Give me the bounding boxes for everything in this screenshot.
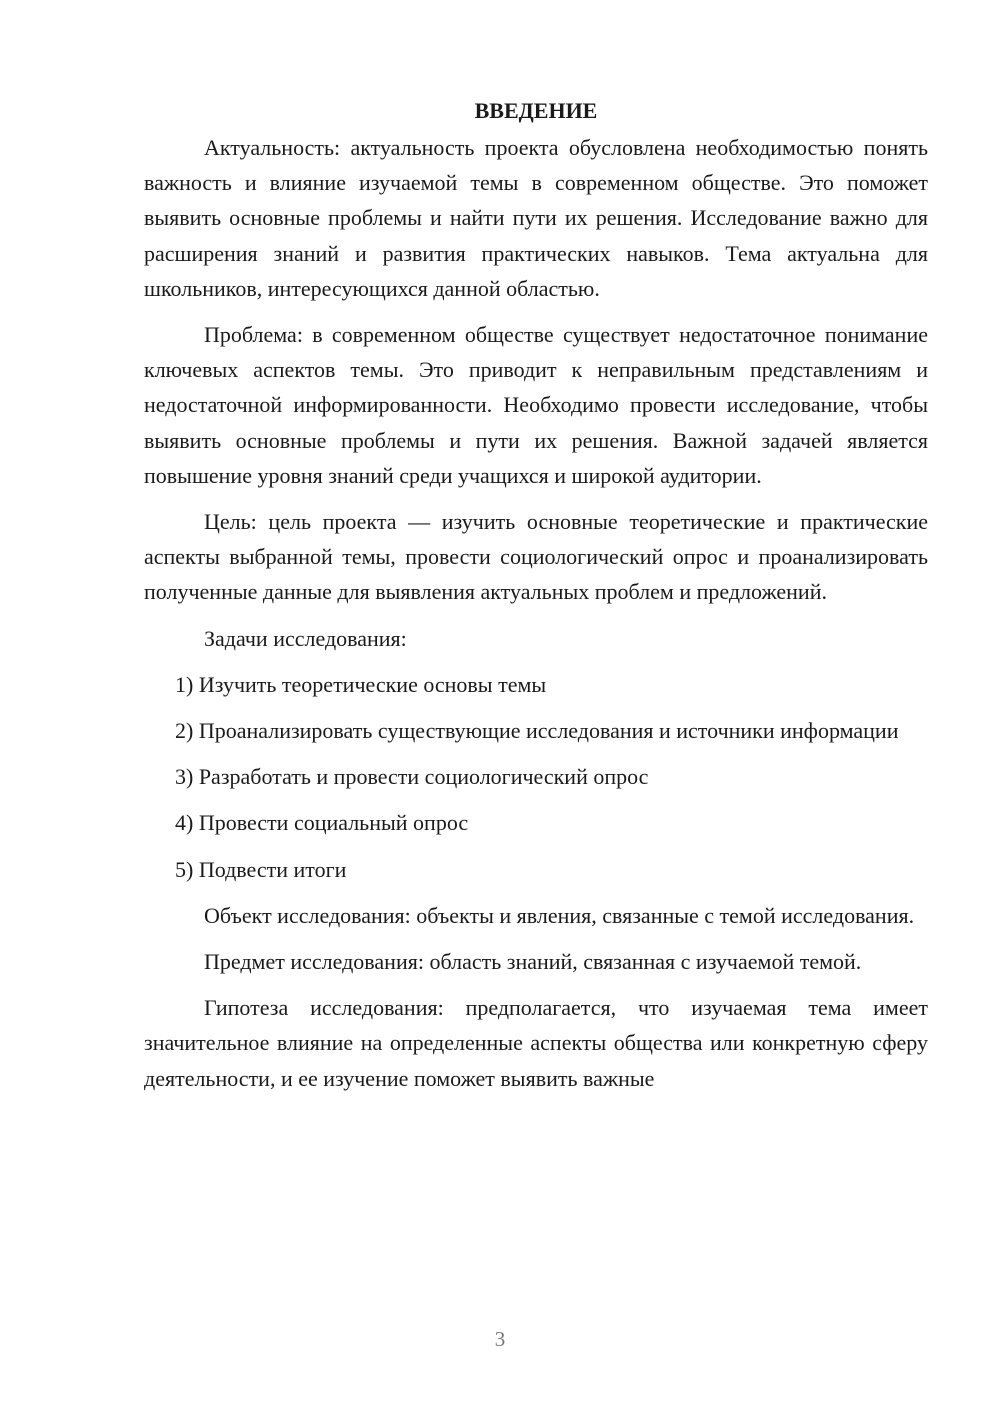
- subject-paragraph: Предмет исследования: область знаний, связанная с изучаемой темой.: [204, 949, 862, 975]
- hypothesis-paragraph: Гипотеза исследования: предполагается, что изучаемая тема имеет значительное влияние на определенные аспекты общества или конкретную сферу деятельности, и ее изучение поможет выявить важные: [144, 995, 928, 1091]
- relevance-paragraph: Актуальность: актуальность проекта обусловлена необходимостью понять важность и влияние изучаемой темы в современном обществе. Это поможет выявить основные проблемы и найти пути их решения. Исследование важно для расширения знаний и развития практических навыков. Тема актуальна для школьников, интересующихся данной областью.: [144, 135, 928, 301]
- problem-paragraph: Проблема: в современном обществе существует недостаточное понимание ключевых аспектов темы. Это приводит к неправильным представлениям и недостаточной информированности. Необходимо провести исследование, чтобы выявить основные проблемы и пути их решения. Важной задачей является повышение уровня знаний среди учащихся и широкой аудитории.: [144, 322, 928, 488]
- section-heading: ВВЕДЕНИЕ: [474, 98, 598, 123]
- task-item-5: 5) Подвести итоги: [175, 856, 347, 882]
- goal-paragraph: Цель: цель проекта — изучить основные теоретические и практические аспекты выбранной темы, провести социологический опрос и проанализировать полученные данные для выявления актуальных проблем и предложений.: [144, 509, 928, 605]
- task-item-2: 2) Проанализировать существующие исследования и источники информации: [175, 718, 899, 744]
- page-content: [144, 93, 928, 1107]
- page-number: 3: [494, 1327, 506, 1351]
- task-item-3: 3) Разработать и провести социологический опрос: [175, 764, 649, 790]
- task-item-1: 1) Изучить теоретические основы темы: [175, 671, 547, 697]
- tasks-title: Задачи исследования:: [204, 625, 407, 651]
- task-item-4: 4) Провести социальный опрос: [175, 810, 469, 836]
- object-paragraph: Объект исследования: объекты и явления, связанные с темой исследования.: [204, 902, 915, 928]
